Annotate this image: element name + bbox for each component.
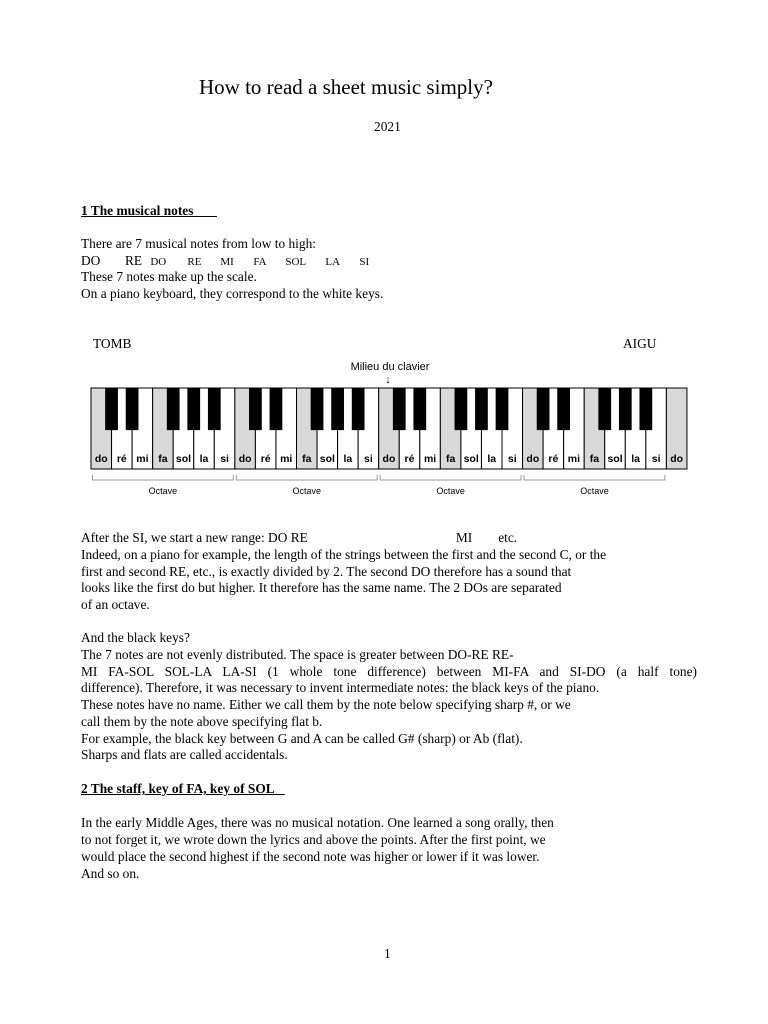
note-small: DO bbox=[150, 256, 167, 268]
white-key-label: fa bbox=[445, 453, 456, 465]
white-key-label: si bbox=[364, 453, 373, 465]
octave-bracket bbox=[236, 475, 377, 480]
para1-line3: first and second RE, etc., is exactly divided by 2. The second DO therefore has a sound that bbox=[81, 564, 572, 579]
black-key bbox=[537, 388, 550, 430]
black-key bbox=[455, 388, 468, 430]
white-key-label: mi bbox=[136, 453, 149, 465]
white-key-label: fa bbox=[302, 453, 312, 465]
black-key bbox=[598, 388, 611, 430]
para1-line4: looks like the first do but higher. It therefore has the same name. The 2 DOs are separated bbox=[81, 580, 562, 595]
black-key bbox=[208, 388, 221, 430]
black-key bbox=[413, 388, 426, 430]
black-key bbox=[393, 388, 406, 430]
note-do: DO bbox=[81, 253, 101, 268]
section2-line2: to not forget it, we wrote down the lyrics and above the points. After the first point, we bbox=[81, 832, 546, 847]
white-key-label: do bbox=[94, 453, 108, 465]
para2-line8: Sharps and flats are called accidentals. bbox=[81, 747, 288, 762]
white-key-label: la bbox=[487, 453, 497, 465]
white-key-label: ré bbox=[116, 453, 127, 465]
note-small: SOL bbox=[285, 256, 307, 268]
black-key bbox=[619, 388, 632, 430]
section2-line4: And so on. bbox=[81, 866, 140, 881]
white-key-label: la bbox=[343, 453, 353, 465]
black-key bbox=[311, 388, 324, 430]
octave-label: Octave bbox=[292, 486, 322, 496]
white-key-label: ré bbox=[548, 453, 559, 465]
octave-bracket bbox=[524, 475, 665, 480]
octave-label: Octave bbox=[436, 486, 465, 496]
white-key-label: ré bbox=[260, 453, 271, 465]
section2-line3: would place the second highest if the second note was higher or lower if it was lower. bbox=[81, 849, 540, 864]
section1-piano-text: On a piano keyboard, they correspond to the white keys. bbox=[81, 286, 384, 301]
para2-line2: The 7 notes are not evenly distributed. The space is greater between DO-RE RE- bbox=[81, 647, 514, 662]
para1-line5: of an octave. bbox=[81, 597, 150, 612]
octave-label: Octave bbox=[580, 486, 609, 496]
octave-label: Octave bbox=[148, 486, 178, 496]
black-key bbox=[352, 388, 365, 430]
section2-heading: 2 The staff, key of FA, key of SOL bbox=[81, 781, 275, 796]
black-key bbox=[331, 388, 344, 430]
middle-arrow-icon: ↓ bbox=[385, 374, 391, 386]
black-key bbox=[167, 388, 180, 430]
black-key bbox=[249, 388, 262, 430]
note-small: FA bbox=[253, 256, 267, 268]
black-key bbox=[270, 388, 283, 430]
white-key-label: si bbox=[651, 453, 661, 465]
note-small: LA bbox=[325, 256, 341, 268]
notes-line bbox=[81, 253, 369, 269]
white-key-label: do bbox=[238, 453, 252, 465]
para2-line5: These notes have no name. Either we call them by the note below specifying sharp #, or we bbox=[81, 697, 571, 712]
section1-intro: There are 7 musical notes from low to high: bbox=[81, 236, 317, 251]
white-key-label: mi bbox=[280, 453, 293, 465]
section2-line1: In the early Middle Ages, there was no musical notation. One learned a song orally, then bbox=[81, 815, 554, 830]
black-key bbox=[187, 388, 200, 430]
white-key-label: sol bbox=[463, 453, 479, 465]
octave-bracket bbox=[93, 475, 234, 480]
octave-bracket bbox=[380, 475, 521, 480]
para2-line4: difference). Therefore, it was necessary to invent intermediate notes: the black keys of the piano. bbox=[81, 680, 600, 695]
black-key bbox=[126, 388, 139, 430]
para2-line7: For example, the black key between G and A can be called G# (sharp) or Ab (flat). bbox=[81, 731, 523, 746]
section1-heading: 1 The musical notes bbox=[81, 203, 194, 218]
note-re: RE bbox=[125, 253, 143, 268]
para1-line1: After the SI, we start a new range: DO RE MI etc. bbox=[81, 530, 518, 545]
white-key-label: do bbox=[382, 453, 396, 465]
para2-line3: MI FA-SOL SOL-LA LA-SI (1 whole tone difference) between MI-FA and SI-DO (a half tone) bbox=[81, 664, 697, 679]
white-keys bbox=[91, 388, 687, 469]
white-key-label: fa bbox=[158, 453, 168, 465]
keyboard-low-label: TOMB bbox=[93, 336, 132, 351]
note-small: MI bbox=[220, 256, 234, 268]
white-key-label: si bbox=[507, 453, 517, 465]
white-key-label: mi bbox=[423, 453, 437, 465]
page-number: 1 bbox=[384, 946, 391, 961]
note-small: SI bbox=[359, 256, 370, 268]
para2-line6: call them by the note above specifying flat b. bbox=[81, 714, 323, 729]
para1-line2: Indeed, on a piano for example, the length of the strings between the first and the second C, or the bbox=[81, 547, 607, 562]
black-key bbox=[475, 388, 488, 430]
black-key bbox=[557, 388, 570, 430]
white-key-label: do bbox=[670, 453, 684, 465]
white-key-label: sol bbox=[607, 453, 623, 465]
white-key-label: la bbox=[199, 453, 209, 465]
piano-keyboard-figure bbox=[80, 355, 695, 500]
white-key-label: do bbox=[526, 453, 540, 465]
document-title: How to read a sheet music simply? bbox=[199, 75, 493, 99]
white-key-label: ré bbox=[404, 453, 415, 465]
black-key bbox=[496, 388, 509, 430]
black-key bbox=[639, 388, 652, 430]
white-key-label: fa bbox=[589, 453, 600, 465]
white-key-label: mi bbox=[567, 453, 581, 465]
section1-scale-text: These 7 notes make up the scale. bbox=[81, 269, 257, 284]
note-small: RE bbox=[187, 256, 202, 268]
keyboard-high-label: AIGU bbox=[623, 336, 657, 351]
octave-brackets bbox=[93, 475, 665, 496]
white-key-label: sol bbox=[319, 453, 335, 465]
white-key-label: si bbox=[220, 453, 229, 465]
keyboard-middle-label: Milieu du clavier bbox=[350, 361, 430, 373]
white-key-label: la bbox=[631, 453, 640, 465]
document-year: 2021 bbox=[374, 119, 401, 134]
white-key-label: sol bbox=[175, 453, 192, 465]
para2-line1: And the black keys? bbox=[81, 630, 190, 645]
black-key bbox=[105, 388, 118, 430]
